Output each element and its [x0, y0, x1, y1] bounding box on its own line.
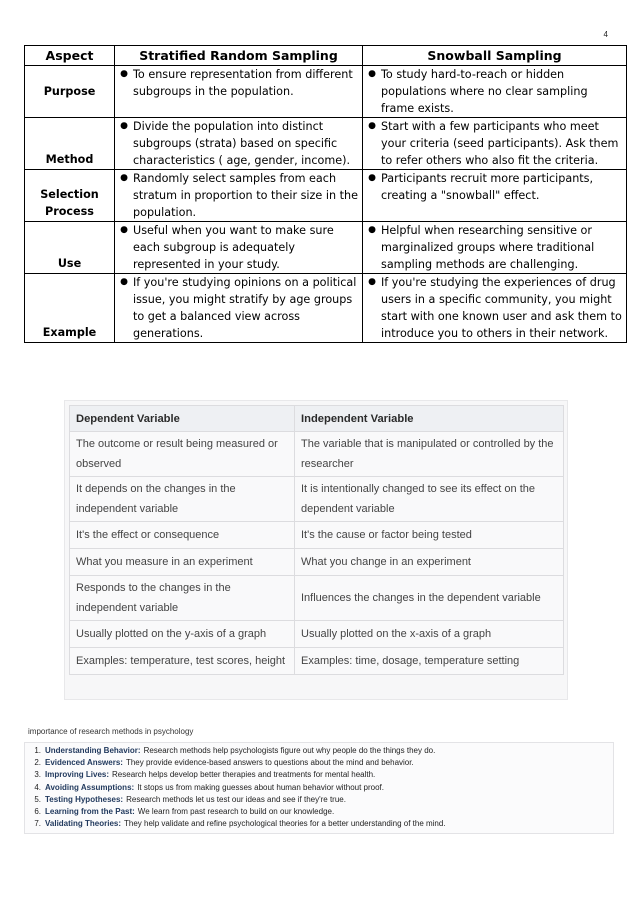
header-aspect: Aspect [25, 46, 115, 66]
item-number: 5. [34, 794, 41, 804]
cell-text: Divide the population into distinct subgroups (strata) based on specific characteristics ( age, gender, income). [133, 120, 351, 167]
variables-table-image [64, 400, 568, 700]
snowball-cell [363, 118, 627, 170]
snowball-cell [363, 222, 627, 274]
list-item [25, 757, 446, 769]
list-item [25, 745, 446, 757]
item-text: They help validate and refine psychological theories for a better understanding of the mind. [124, 819, 446, 829]
bullet-icon: ● [368, 173, 376, 183]
table-row [70, 621, 564, 648]
item-term: Evidenced Answers: [45, 758, 123, 768]
independent-cell: It's the cause or factor being tested [295, 522, 564, 549]
aspect-cell: Example [25, 274, 115, 343]
item-text: Research methods let us test our ideas and see if they're true. [126, 794, 346, 804]
independent-cell: Usually plotted on the x-axis of a graph [295, 621, 564, 648]
item-number: 3. [34, 770, 41, 780]
table-row [70, 648, 564, 675]
item-number: 6. [34, 807, 41, 817]
stratified-cell [115, 66, 363, 118]
bullet-icon: ● [120, 121, 128, 131]
variables-table [69, 405, 564, 675]
bullet-icon: ● [120, 69, 128, 79]
list-item [25, 794, 446, 806]
cell-text: If you're studying opinions on a political issue, you might stratify by age groups to get a balanced view across generations. [133, 276, 357, 340]
item-text: We learn from past research to build on our knowledge. [137, 807, 335, 817]
list-item [25, 782, 446, 794]
item-text: They provide evidence-based answers to questions about the mind and behavior. [125, 758, 414, 768]
cell-text: If you're studying the experiences of drug users in a specific community, you might start with one known user and ask them to introduce you to others in their network. [381, 276, 622, 340]
cell-text: Helpful when researching sensitive or marginalized groups where traditional sampling methods are challenging. [381, 224, 595, 271]
independent-cell: The variable that is manipulated or controlled by the researcher [295, 432, 564, 477]
list-item [25, 818, 446, 830]
cell-text: To study hard-to-reach or hidden populations where no clear sampling frame exists. [381, 68, 588, 115]
dependent-cell: It's the effect or consequence [70, 522, 295, 549]
dependent-cell: Usually plotted on the y-axis of a graph [70, 621, 295, 648]
table-row [70, 576, 564, 621]
cell-text: Randomly select samples from each stratum in proportion to their size in the population. [133, 172, 358, 219]
item-term: Learning from the Past: [45, 807, 135, 817]
aspect-cell: Purpose [25, 66, 115, 118]
item-text: It stops us from making guesses about human behavior without proof. [137, 782, 384, 792]
table-row [25, 222, 627, 274]
page-number: 4 [603, 30, 608, 39]
table-header-row [25, 46, 627, 66]
bullet-icon: ● [368, 69, 376, 79]
dependent-cell: Examples: temperature, test scores, height [70, 648, 295, 675]
bullet-icon: ● [120, 277, 128, 287]
bullet-icon: ● [368, 121, 376, 131]
stratified-cell [115, 222, 363, 274]
cell-text: Start with a few participants who meet your criteria (seed participants). Ask them to refer others who also fit the criteria. [381, 120, 619, 167]
snowball-cell [363, 170, 627, 222]
importance-title: importance of research methods in psychology [28, 727, 194, 736]
table-row [25, 66, 627, 118]
snowball-cell [363, 66, 627, 118]
bullet-icon: ● [368, 225, 376, 235]
importance-box [24, 742, 614, 834]
item-term: Understanding Behavior: [45, 746, 141, 755]
table-row [70, 432, 564, 477]
item-term: Improving Lives: [45, 770, 110, 780]
table-row [25, 170, 627, 222]
header-independent: Independent Variable [295, 406, 564, 432]
table-row [70, 549, 564, 576]
cell-text: To ensure representation from different subgroups in the population. [133, 68, 353, 98]
aspect-cell: Selection Process [25, 170, 115, 222]
stratified-cell [115, 118, 363, 170]
dependent-cell: What you measure in an experiment [70, 549, 295, 576]
item-term: Validating Theories: [45, 819, 122, 829]
table-header-row [70, 406, 564, 432]
aspect-cell: Use [25, 222, 115, 274]
dependent-cell: It depends on the changes in the independent variable [70, 477, 295, 522]
table-row [70, 522, 564, 549]
table-row [70, 477, 564, 522]
item-term: Testing Hypotheses: [45, 794, 124, 804]
item-number: 7. [34, 819, 41, 829]
item-number: 4. [34, 782, 41, 792]
independent-cell: Influences the changes in the dependent variable [295, 576, 564, 621]
item-number: 1. [34, 746, 41, 755]
importance-list [25, 745, 446, 830]
independent-cell: Examples: time, dosage, temperature setting [295, 648, 564, 675]
header-stratified: Stratified Random Sampling [115, 46, 363, 66]
bullet-icon: ● [368, 277, 376, 287]
dependent-cell: The outcome or result being measured or observed [70, 432, 295, 477]
header-snowball: Snowball Sampling [363, 46, 627, 66]
stratified-cell [115, 170, 363, 222]
bullet-icon: ● [120, 225, 128, 235]
table-row [25, 274, 627, 343]
list-item [25, 806, 446, 818]
item-number: 2. [34, 758, 41, 768]
list-item [25, 769, 446, 781]
item-text: Research methods help psychologists figure out why people do the things they do. [143, 746, 436, 755]
cell-text: Useful when you want to make sure each subgroup is adequately represented in your study. [133, 224, 334, 271]
sampling-comparison-table [24, 45, 627, 343]
table-row [25, 118, 627, 170]
item-text: Research helps develop better therapies and treatments for mental health. [112, 770, 376, 780]
stratified-cell [115, 274, 363, 343]
header-dependent: Dependent Variable [70, 406, 295, 432]
independent-cell: It is intentionally changed to see its effect on the dependent variable [295, 477, 564, 522]
independent-cell: What you change in an experiment [295, 549, 564, 576]
snowball-cell [363, 274, 627, 343]
bullet-icon: ● [120, 173, 128, 183]
item-term: Avoiding Assumptions: [45, 782, 135, 792]
aspect-cell: Method [25, 118, 115, 170]
cell-text: Participants recruit more participants, creating a "snowball" effect. [381, 172, 594, 202]
dependent-cell: Responds to the changes in the independent variable [70, 576, 295, 621]
